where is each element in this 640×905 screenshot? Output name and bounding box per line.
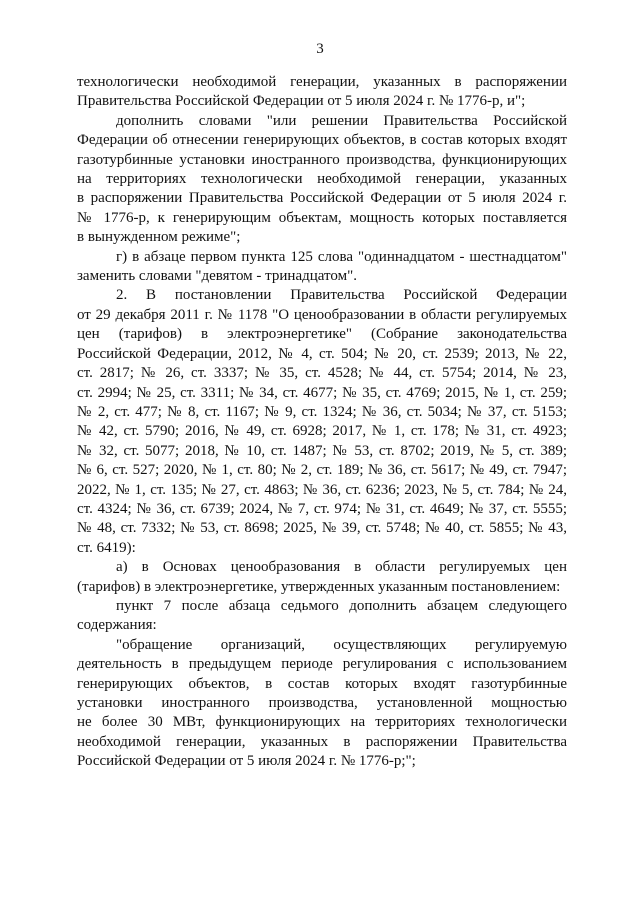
text-line: генерирующих объектов, в состав которых входят газотурбинные <box>77 675 567 692</box>
text-line: "обращение организаций, осуществляющих регулируемую <box>116 636 567 653</box>
text-line: ст. 2994; № 25, ст. 3311; № 34, ст. 4677; № 35, ст. 4769; 2015, № 1, ст. 259; <box>77 384 567 401</box>
text-line: деятельность в предыдущем периоде регулирования с использованием <box>77 656 567 673</box>
text-line: Российской Федерации, 2012, № 4, ст. 504; № 20, ст. 2539; 2013, № 22, <box>77 345 567 362</box>
text-line: в вынужденном режиме"; <box>77 229 241 246</box>
text-line: 2022, № 1, ст. 135; № 27, ст. 4863; № 36, ст. 6236; 2023, № 5, ст. 784; № 24, <box>77 481 567 498</box>
document-body <box>77 73 567 772</box>
text-line: № 48, ст. 7332; № 53, ст. 8698; 2025, № 39, ст. 5748; № 40, ст. 5855; № 43, <box>77 520 567 537</box>
text-line: № 2, ст. 477; № 8, ст. 1167; № 9, ст. 1324; № 36, ст. 5034; № 37, ст. 5153; <box>77 403 567 420</box>
paragraph-continuation <box>77 73 567 112</box>
text-line: содержания: <box>77 617 157 634</box>
page-number: 3 <box>316 41 324 57</box>
text-line: ст. 6419): <box>77 539 136 556</box>
text-line: 2. В постановлении Правительства Российской Федерации <box>116 287 567 304</box>
text-line: в распоряжении Правительства Российской Федерации от 5 июля 2024 г. <box>77 190 567 207</box>
text-line: технологически необходимой генерации, указанных в распоряжении <box>77 74 567 90</box>
text-line: от 29 декабря 2011 г. № 1178 "О ценообразовании в области регулируемых <box>77 306 567 323</box>
paragraph-point-7 <box>77 597 567 636</box>
text-line: Правительства Российской Федерации от 5 июля 2024 г. № 1776-р, и"; <box>77 93 526 110</box>
text-line: ст. 2817; № 26, ст. 3337; № 35, ст. 4528; № 44, ст. 5754; 2014, № 23, <box>77 365 567 382</box>
text-line: газотурбинные установки иностранного производства, функционирующих <box>77 151 567 168</box>
text-line: цен (тарифов) в электроэнергетике" (Собрание законодательства <box>77 326 567 343</box>
text-line: ст. 4324; № 36, ст. 6739; 2024, № 7, ст. 974; № 31, ст. 4649; № 37, ст. 5555; <box>77 500 567 517</box>
paragraph-add-words <box>77 112 567 248</box>
text-line: заменить словами "девятом - тринадцатом". <box>77 268 357 285</box>
paragraph-item-a <box>77 558 567 597</box>
text-line: Федерации об отнесении генерирующих объектов, в состав которых входят <box>77 132 567 149</box>
text-line: установки иностранного производства, установленной мощностью <box>77 695 567 711</box>
text-line: на территориях технологически необходимой генерации, указанных <box>77 171 567 188</box>
text-line: необходимой генерации, указанных в распоряжении Правительства <box>77 733 567 750</box>
text-line: Российской Федерации от 5 июля 2024 г. № 1776-р;"; <box>77 753 416 770</box>
text-line: № 32, ст. 5077; 2018, № 10, ст. 1487; № 53, ст. 8702; 2019, № 5, ст. 389; <box>77 442 567 459</box>
text-line: дополнить словами "или решении Правительства Российской <box>116 112 567 129</box>
paragraph-item-2 <box>77 286 567 558</box>
text-line: а) в Основах ценообразования в области регулируемых цен <box>116 559 567 576</box>
text-line: № 6, ст. 527; 2020, № 1, ст. 80; № 2, ст. 189; № 36, ст. 5617; № 49, ст. 7947; <box>77 462 567 479</box>
text-line: не более 30 МВт, функционирующих на территориях технологически <box>77 714 567 731</box>
text-line: пункт 7 после абзаца седьмого дополнить абзацем следующего <box>116 597 567 614</box>
text-line: (тарифов) в электроэнергетике, утвержденных указанным постановлением: <box>77 578 561 595</box>
text-line: № 42, ст. 5790; 2016, № 49, ст. 6928; 2017, № 1, ст. 178; № 31, ст. 4923; <box>77 423 567 440</box>
paragraph-item-g <box>77 248 567 287</box>
paragraph-quoted-text <box>77 636 567 772</box>
text-line: № 1776-р, к генерирующим объектам, мощность которых поставляется <box>77 209 567 226</box>
text-line: г) в абзаце первом пункта 125 слова "одиннадцатом - шестнадцатом" <box>116 248 567 265</box>
